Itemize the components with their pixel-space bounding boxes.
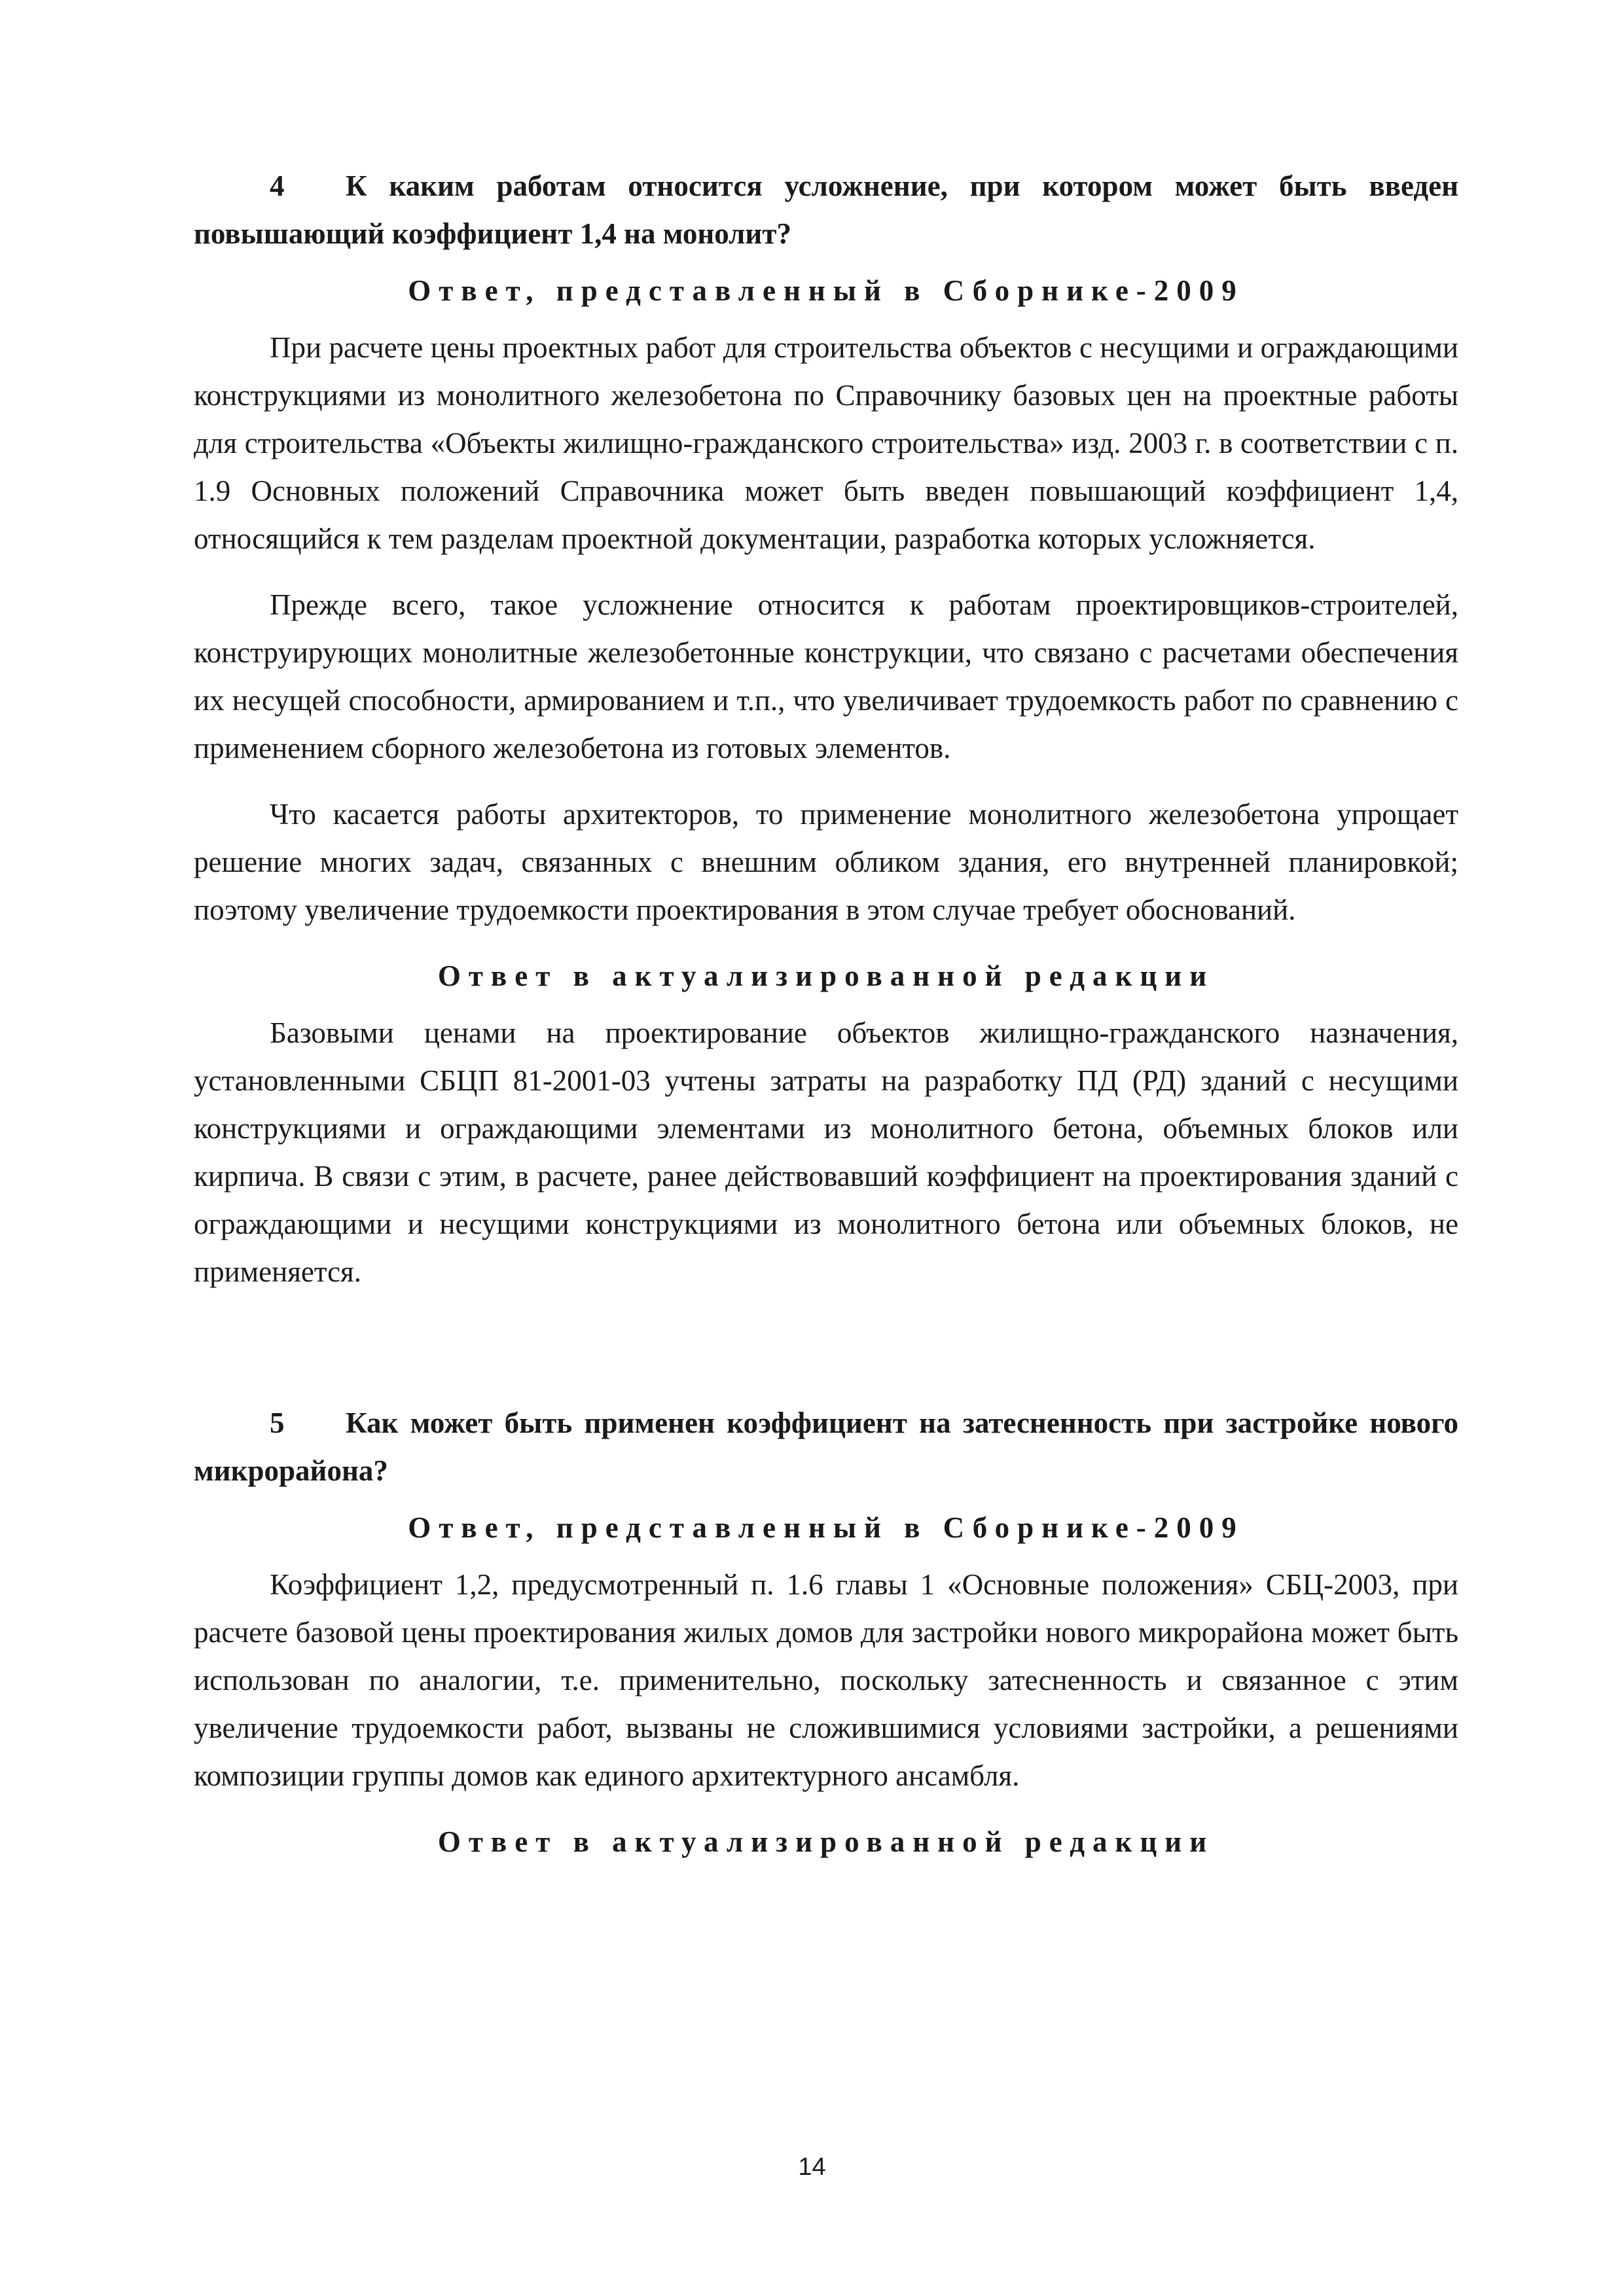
paragraph: Коэффициент 1,2, предусмотренный п. 1.6 главы 1 «Основные положения» СБЦ-2003, при расчете базовой цены проектирования жилых домов для застройки нового микрорайона может быть использован по аналогии, т.е. применительно, поскольку затесненность и связанное с этим увеличение трудоемкости работ, вызваны не сложившимися условиями застройки, а решениями композиции группы домов как единого архитектурного ансамбля. — [194, 1568, 1458, 1792]
paragraph: Прежде всего, такое усложнение относится к работам проектировщиков-строителей, конструирующих монолитные железобетонные конструкции, что связано с расчетами обеспечения их несущей способности, армированием и т.п., что увеличивает трудоемкость работ по сравнению с применением сборного железобетона из готовых элементов. — [194, 588, 1458, 764]
question-heading — [194, 162, 1458, 258]
answer-2009-heading: Ответ, представленный в Сборнике-2009 — [408, 274, 1244, 307]
answer-2009-heading: Ответ, представленный в Сборнике-2009 — [408, 1511, 1244, 1544]
document-page — [194, 162, 1458, 1875]
question-number: 5 — [270, 1407, 285, 1439]
section-4 — [194, 162, 1458, 1296]
question-text: Как может быть применен коэффициент на затесненность при застройке нового микрорайона? — [194, 1407, 1458, 1487]
answer-actual-heading: Ответ в актуализированной редакции — [437, 1825, 1215, 1858]
section-gap — [194, 1314, 1458, 1399]
question-heading — [194, 1399, 1458, 1495]
section-5 — [194, 1399, 1458, 1866]
question-number: 4 — [270, 170, 285, 202]
paragraph: Базовыми ценами на проектирование объектов жилищно-гражданского назначения, установленными СБЦП 81-2001-03 учтены затраты на разработку ПД (РД) зданий с несущими конструкциями и ограждающими элементами из монолитного бетона, объемных блоков или кирпича. В связи с этим, в расчете, ранее действовавший коэффициент на проектирования зданий с ограждающими и несущими конструкциями из монолитного бетона или объемных блоков, не применяется. — [194, 1016, 1458, 1288]
page-number: 14 — [798, 2153, 826, 2181]
paragraph: При расчете цены проектных работ для строительства объектов с несущими и ограждающими конструкциями из монолитного железобетона по Справочнику базовых цен на проектные работы для строительства «Объекты жилищно-гражданского строительства» изд. 2003 г. в соответствии с п. 1.9 Основных положений Справочника может быть введен повышающий коэффициент 1,4, относящийся к тем разделам проектной документации, разработка которых усложняется. — [194, 331, 1458, 555]
paragraph: Что касается работы архитекторов, то применение монолитного железобетона упрощает решение многих задач, связанных с внешним обликом здания, его внутренней планировкой; поэтому увеличение трудоемкости проектирования в этом случае требует обоснований. — [194, 798, 1458, 926]
question-text: К каким работам относится усложнение, при котором может быть введен повышающий коэффициент 1,4 на монолит? — [194, 170, 1458, 250]
answer-actual-heading: Ответ в актуализированной редакции — [437, 960, 1215, 992]
